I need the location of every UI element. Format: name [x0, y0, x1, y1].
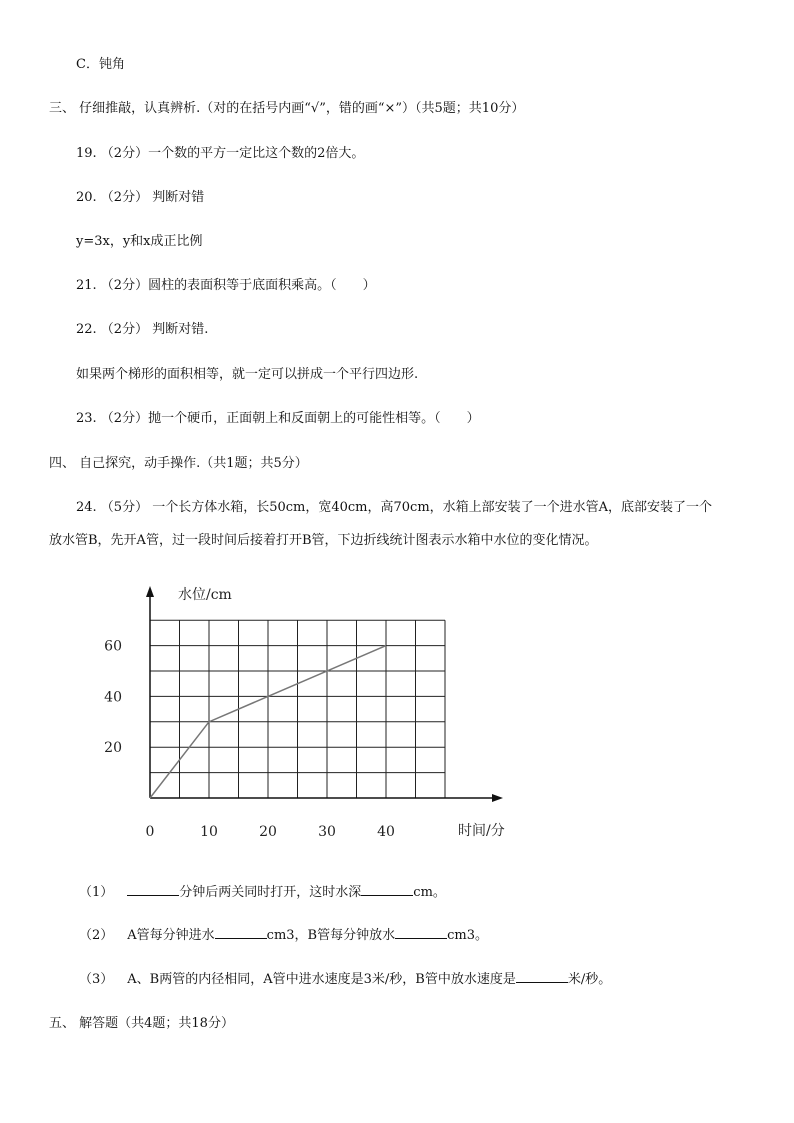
answer-blank-1b[interactable]: [361, 883, 413, 896]
sub-question-3: [79, 970, 611, 989]
y-tick-label: 40: [104, 689, 122, 706]
section-4-header: 四、 自己探究，动手操作.（共1题；共5分）: [49, 456, 308, 471]
question-23: 23. （2分）抛一个硬币，正面朝上和反面朝上的可能性相等。（ ）: [76, 411, 480, 426]
question-21: 21. （2分）圆柱的表面积等于底面积乘高。（ ）: [76, 278, 376, 293]
answer-blank-3[interactable]: [516, 970, 568, 983]
section-5-header: 五、 解答题（共4题；共18分）: [49, 1016, 234, 1031]
y-tick-label: 20: [104, 740, 122, 757]
question-24-line-2: 放水管B，先开A管，过一段时间后接着打开B管，下边折线统计图表示水箱中水位的变化情况。: [49, 533, 598, 548]
chart-grid: [150, 620, 445, 798]
x-tick-label: 30: [318, 824, 336, 840]
x-axis-arrow: [492, 794, 503, 802]
option-c: C．钝角: [76, 57, 125, 72]
question-22: 22. （2分） 判断对错.: [76, 322, 209, 337]
sub-question-1-text: 分钟后两关同时打开，这时水深: [179, 885, 362, 900]
sub-question-3-number: （3）: [79, 972, 114, 987]
answer-blank-2a[interactable]: [215, 926, 267, 939]
x-axis-label: 时间/分: [458, 823, 505, 839]
answer-blank-1a[interactable]: [127, 883, 179, 896]
sub-question-2-number: （2）: [79, 928, 114, 943]
x-tick-label: 20: [259, 824, 277, 840]
question-24-line-1: 24. （5分） 一个长方体水箱，长50cm，宽40cm，高70cm，水箱上部安装了一个进水管A，底部安装了一个: [76, 500, 713, 515]
sub-question-1-unit: cm。: [413, 885, 446, 900]
y-tick-label: 60: [104, 638, 122, 655]
question-20: 20. （2分） 判断对错: [76, 190, 205, 205]
sub-question-2-text-a: A管每分钟进水: [127, 928, 215, 943]
sub-question-1-number: （1）: [79, 885, 114, 900]
sub-question-3-text-b: 米/秒。: [567, 972, 612, 987]
y-axis-label: 水位/cm: [178, 587, 232, 603]
sub-question-2-text-b: cm3，B管每分钟放水: [266, 928, 396, 943]
section-3-header: 三、 仔细推敲，认真辨析.（对的在括号内画“√”，错的画“×”）（共5题；共10分）: [49, 101, 525, 116]
x-tick-label: 40: [377, 824, 395, 840]
sub-question-2: [79, 926, 488, 945]
answer-blank-2b[interactable]: [395, 926, 447, 939]
x-tick-label: 10: [200, 824, 218, 840]
sub-question-2-text-c: cm3。: [447, 928, 488, 943]
question-19: 19. （2分）一个数的平方一定比这个数的2倍大。: [76, 146, 365, 161]
water-level-line-chart: [90, 575, 530, 850]
sub-question-1: [79, 883, 446, 902]
sub-question-3-text-a: A、B两管的内径相同，A管中进水速度是3米/秒，B管中放水速度是: [127, 972, 516, 987]
x-tick-label: 0: [145, 824, 155, 840]
y-axis-arrow: [146, 586, 154, 597]
question-20-body: y=3x，y和x成正比例: [76, 234, 203, 249]
question-22-body: 如果两个梯形的面积相等，就一定可以拼成一个平行四边形.: [76, 367, 419, 382]
